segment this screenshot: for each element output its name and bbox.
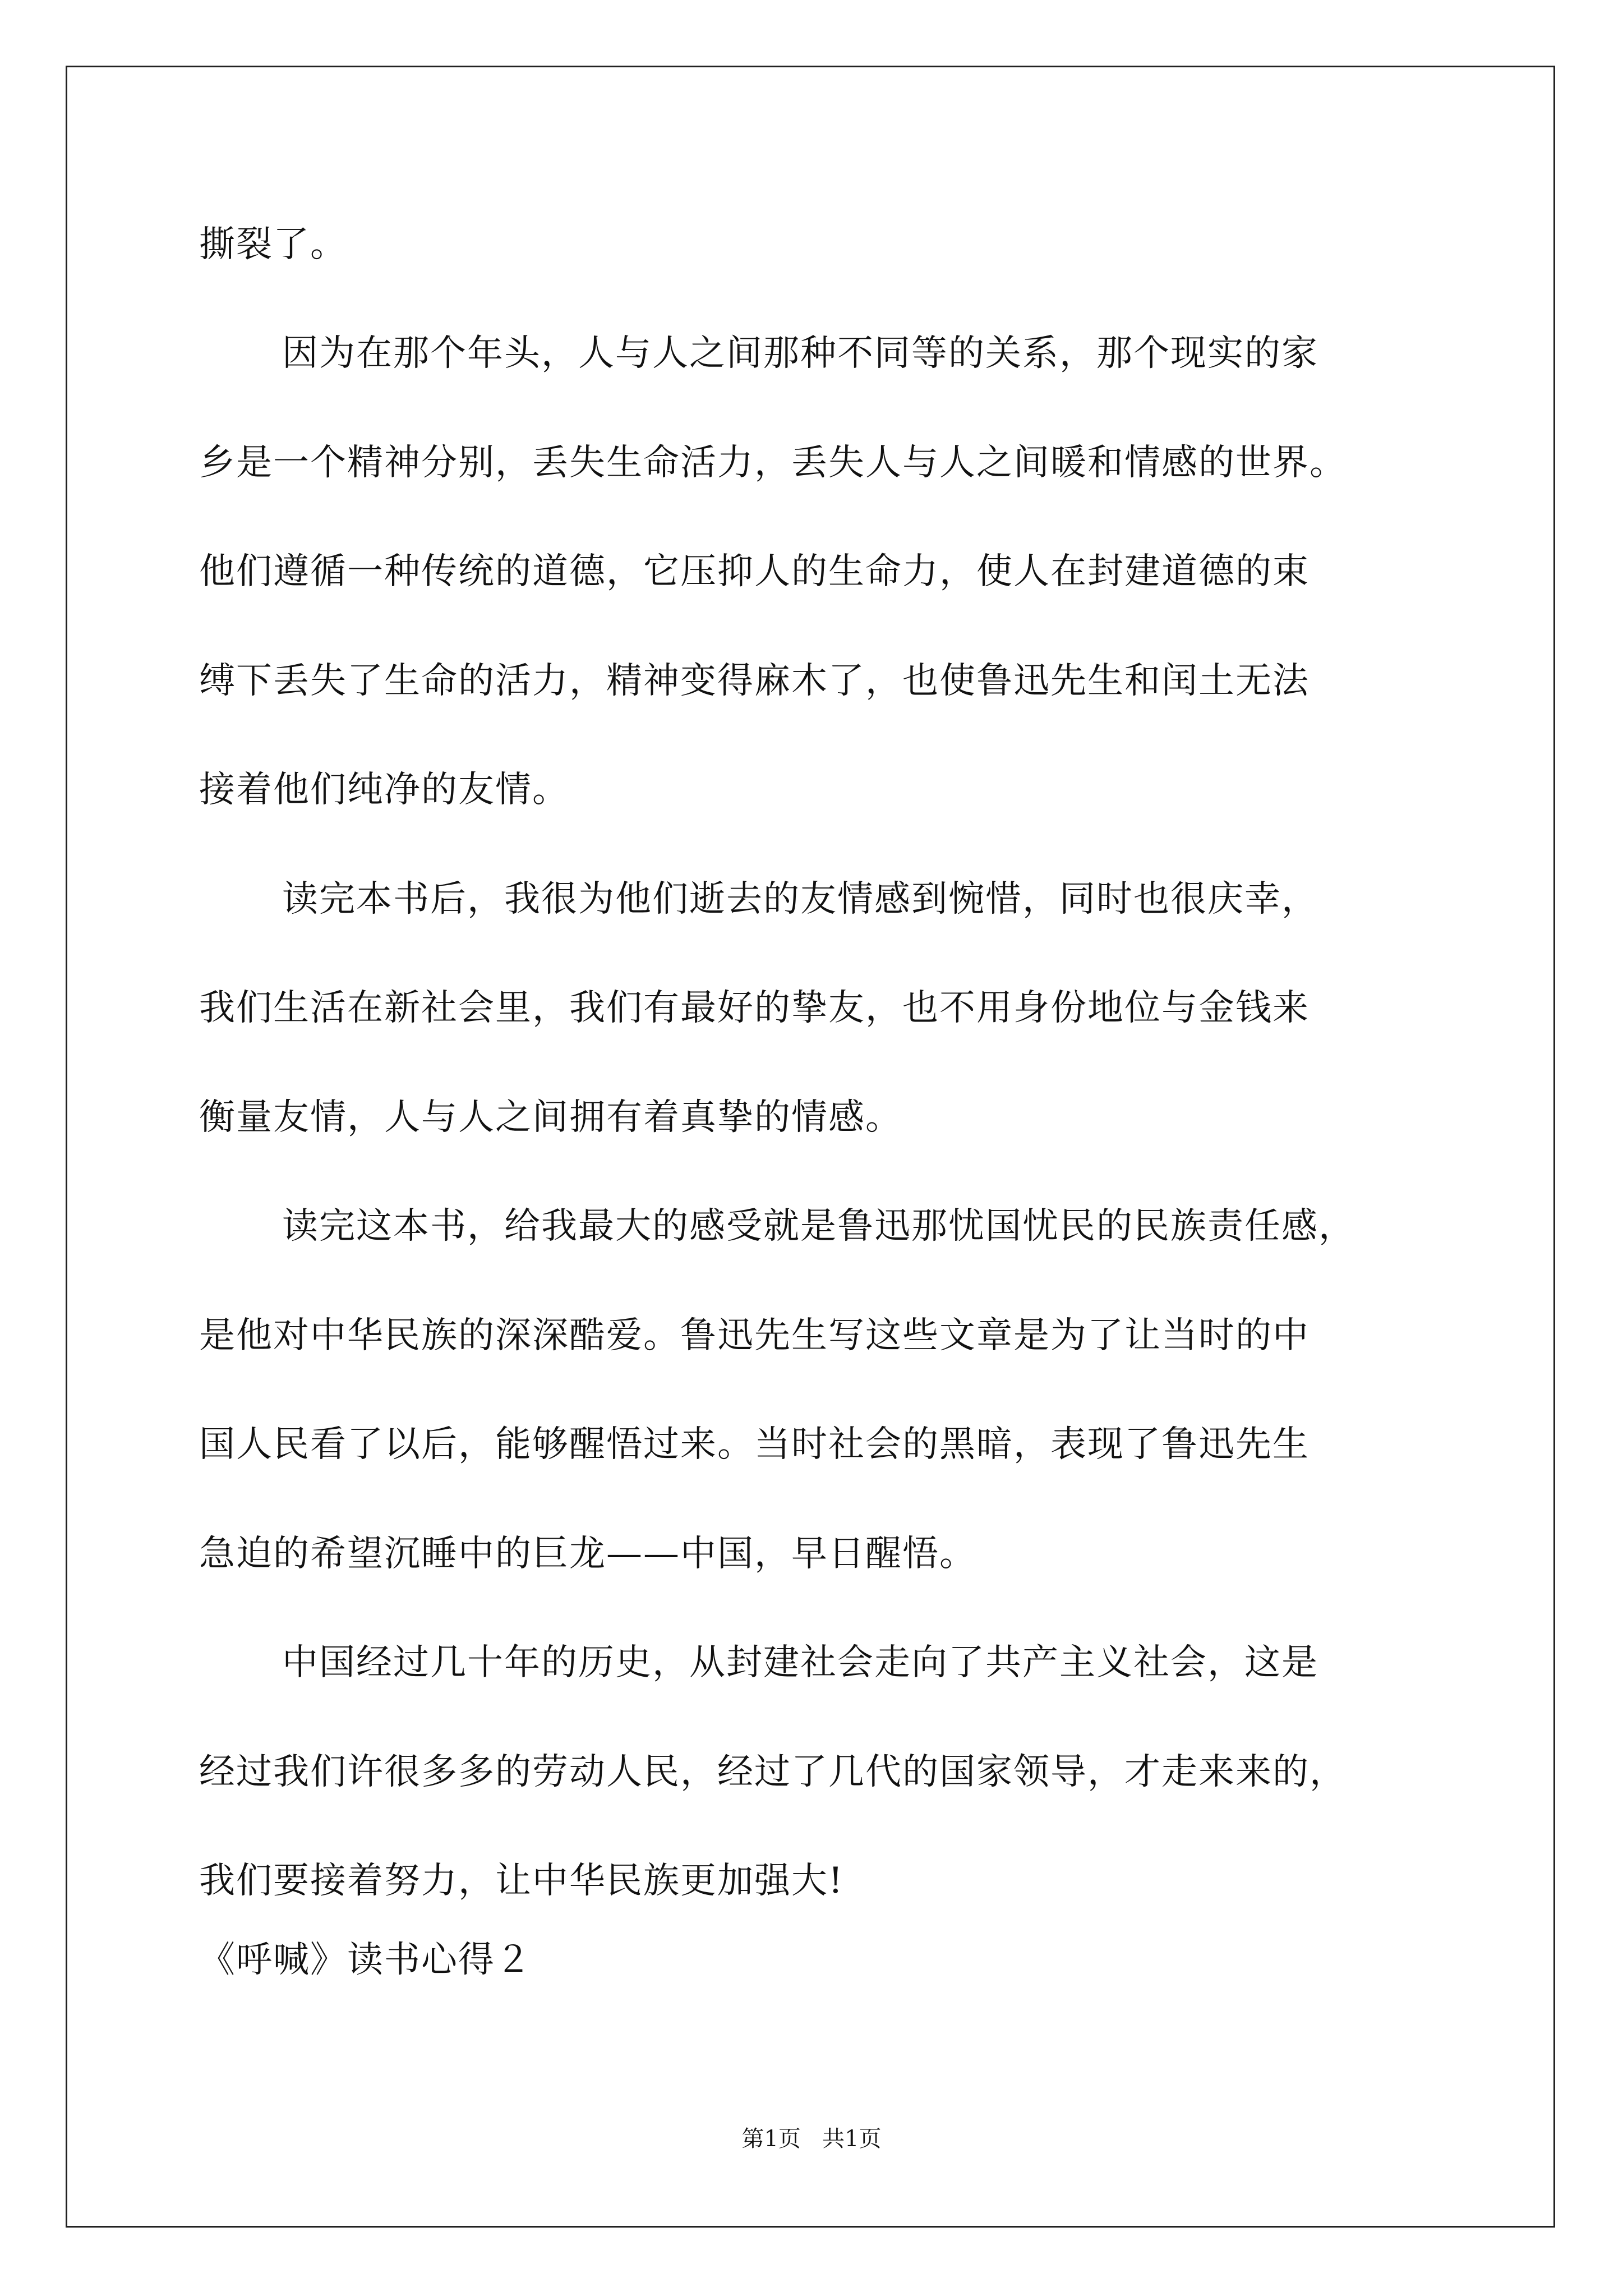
paragraph-line: 国人民看了以后，能够醒悟过来。当时社会的黑暗，表现了鲁迅先生 xyxy=(199,1424,1310,1465)
paragraph-line: 接着他们纯净的友情。 xyxy=(199,769,569,811)
paragraph-line: 是他对中华民族的深深酷爱。鲁迅先生写这些文章是为了让当时的中 xyxy=(199,1315,1310,1356)
paragraph-line: 我们要接着努力，让中华民族更加强大! xyxy=(199,1860,844,1902)
paragraph-line: 急迫的希望沉睡中的巨龙——中国，早日醒悟。 xyxy=(199,1533,976,1575)
paragraph-line: 经过我们许很多多的劳动人民，经过了几代的国家领导，才走来来的， xyxy=(199,1751,1347,1793)
paragraph-line: 衡量友情，人与人之间拥有着真挚的情感。 xyxy=(199,1097,902,1138)
paragraph-line: 乡是一个精神分别，丢失生命活力，丢失人与人之间暖和情感的世界。 xyxy=(199,442,1347,484)
paragraph-line: 读完这本书，给我最大的感受就是鲁迅那忧国忧民的民族责任感， xyxy=(282,1205,1355,1247)
paragraph-line: 中国经过几十年的历史，从封建社会走向了共产主义社会，这是 xyxy=(282,1642,1318,1683)
paragraph-line: 撕裂了。 xyxy=(199,224,347,265)
paragraph-line: 读完本书后，我很为他们逝去的友情感到惋惜，同时也很庆幸， xyxy=(282,878,1318,920)
section-title: 《呼喊》读书心得２ xyxy=(199,1939,532,1981)
paragraph-line: 我们生活在新社会里，我们有最好的挚友，也不用身份地位与金钱来 xyxy=(199,987,1310,1029)
page-footer: 第1页 共1页 xyxy=(741,2126,882,2152)
paragraph-line: 因为在那个年头，人与人之间那种不同等的关系，那个现实的家 xyxy=(282,333,1318,374)
paragraph-line: 他们遵循一种传统的道德，它压抑人的生命力，使人在封建道德的束 xyxy=(199,551,1310,592)
paragraph-line: 缚下丢失了生命的活力，精神变得麻木了，也使鲁迅先生和闰土无法 xyxy=(199,660,1310,702)
